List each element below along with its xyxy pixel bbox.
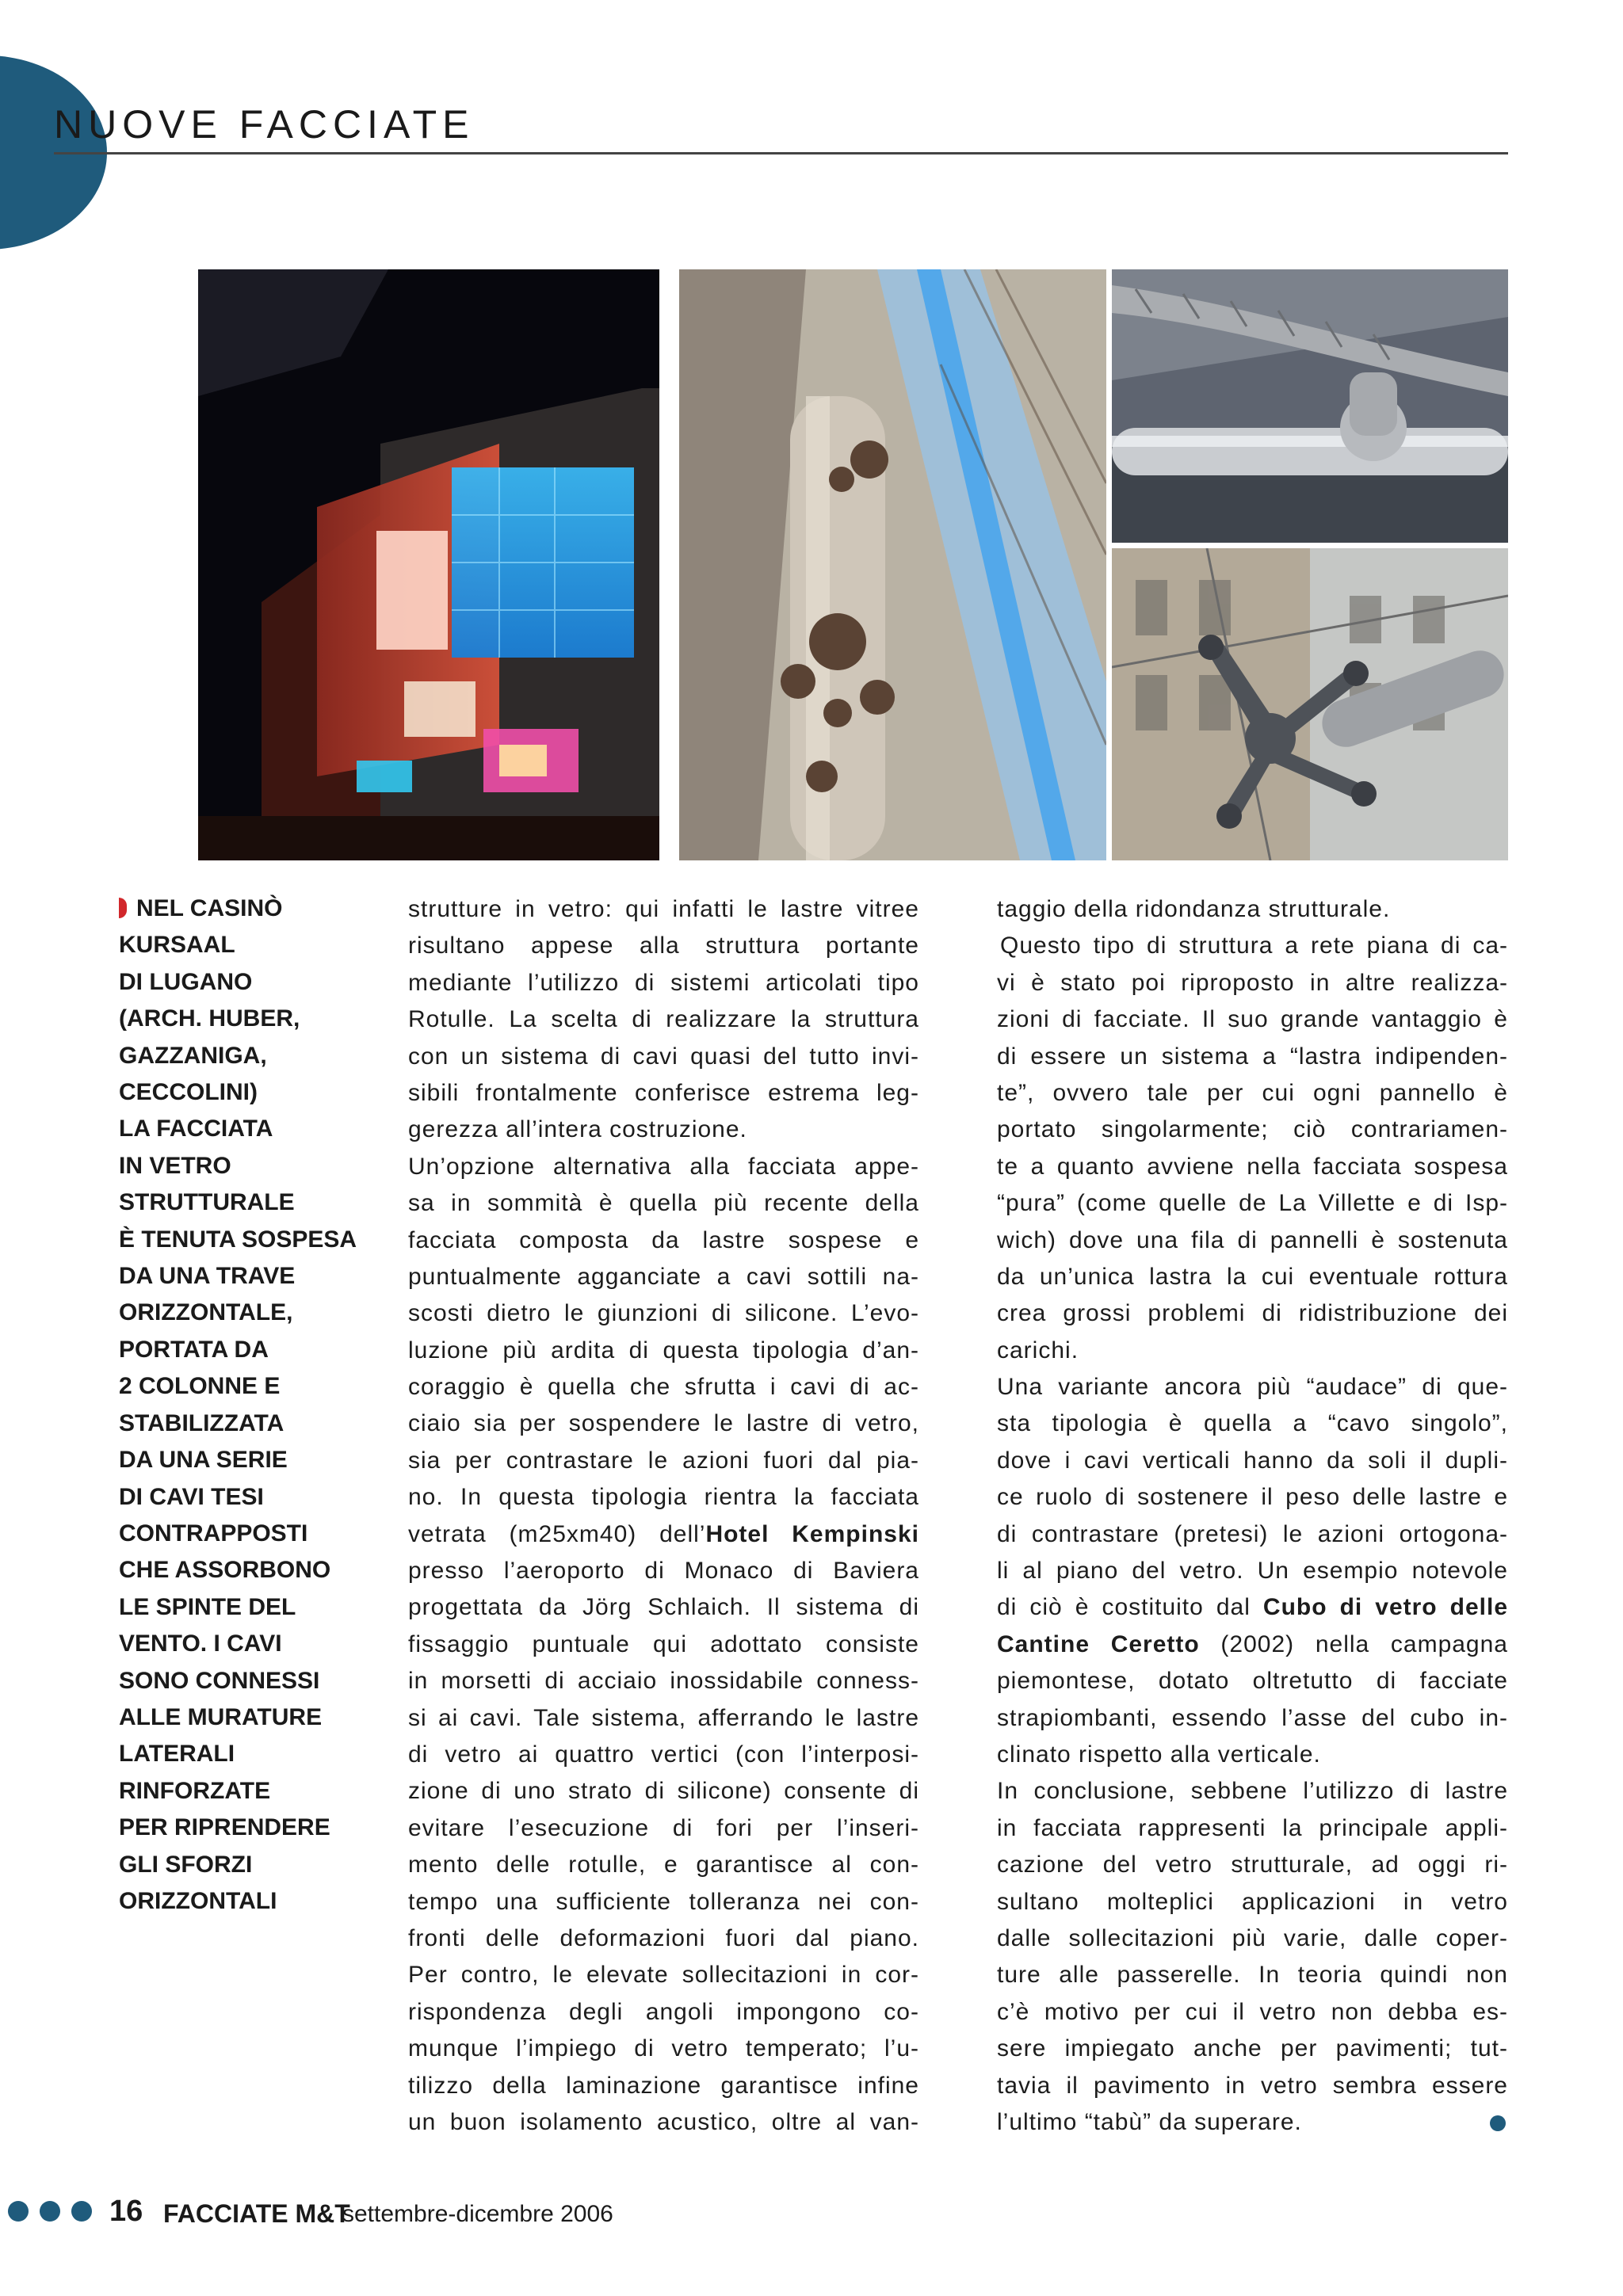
body-line: un buon isolamento acustico, oltre al van- <box>408 2108 919 2135</box>
body-line: ture alle passerelle. In teoria quindi non <box>997 1962 1508 1989</box>
caption-line: LA FACCIATA <box>119 1116 273 1142</box>
caption-line: LE SPINTE DEL <box>119 1593 296 1620</box>
photo-suspended-glass <box>679 269 1106 860</box>
photo-casino-kursaal <box>198 269 659 860</box>
caption-line: IN VETRO <box>119 1152 231 1179</box>
body-line: tempo una sufficiente tolleranza nei con- <box>408 1888 919 1915</box>
body-line: crea grossi problemi di ridistribuzione dei <box>997 1300 1508 1327</box>
body-line: sia per contrastare le azioni fuori dal pia- <box>408 1447 919 1474</box>
caption-line: DI CAVI TESI <box>119 1483 264 1510</box>
caption-line: NEL CASINÒ <box>119 891 380 927</box>
body-line: con un sistema di cavi quasi del tutto invi- <box>408 1043 919 1070</box>
caption-line: LATERALI <box>119 1741 235 1768</box>
body-line: ciaio sia per sospendere le lastre di vetro, <box>408 1410 919 1437</box>
body-line: tilizzo della laminazione garantisce infine <box>408 2072 919 2099</box>
body-line: di contrastare (pretesi) le azioni ortogona- <box>997 1520 1508 1547</box>
body-line: Cantine Ceretto (2002) nella campagna <box>997 1630 1508 1657</box>
caption-line: CHE ASSORBONO <box>119 1557 331 1584</box>
caption-line: CECCOLINI) <box>119 1079 258 1106</box>
cubo-di-vetro-name: Cubo di vetro delle <box>1262 1594 1509 1621</box>
caption-line: CONTRAPPOSTI <box>119 1520 308 1547</box>
body-line: coraggio è quella che sfrutta i cavi di ac- <box>408 1374 919 1401</box>
photo-spider-fitting <box>1112 548 1508 860</box>
photo-caption <box>119 891 380 1920</box>
body-line: “pura” (come quelle de La Villette e di Isp- <box>997 1190 1508 1217</box>
body-column-right <box>997 891 1508 2141</box>
caption-line: SONO CONNESSI <box>119 1667 320 1694</box>
body-line: mediante l’utilizzo di sistemi articolati tipo <box>408 969 919 996</box>
body-line: rispondenza degli angoli impongono co- <box>408 1998 919 2025</box>
article-end-dot-icon <box>1490 2115 1506 2131</box>
body-line: Un’opzione alternativa alla facciata appe- <box>408 1153 919 1180</box>
caption-line: PORTATA DA <box>119 1336 269 1363</box>
body-line: facciata composta da lastre sospese e <box>408 1226 919 1253</box>
caption-line: STABILIZZATA <box>119 1409 285 1436</box>
body-line: da un’unica lastra la cui eventuale rottura <box>997 1263 1508 1290</box>
body-line: strutture in vetro: qui infatti le lastre vitree <box>408 896 919 922</box>
body-line: evitare l’esecuzione di fori per l’inseri- <box>408 1814 919 1841</box>
body-line: vi è stato poi riproposto in altre realizza- <box>997 969 1508 996</box>
body-line: in facciata rappresenti la principale appli- <box>997 1814 1508 1841</box>
body-line: zione di uno strato di silicone) consente di <box>408 1778 919 1805</box>
body-line: risultano appese alla struttura portante <box>408 933 919 959</box>
body-line: taggio della ridondanza strutturale. <box>997 896 1391 922</box>
body-line: dove i cavi verticali hanno da soli il dupli- <box>997 1447 1508 1474</box>
caption-line: (ARCH. HUBER, <box>119 1005 300 1032</box>
body-line: sa in sommità è quella più recente della <box>408 1190 919 1217</box>
body-line: zioni di facciate. Il suo grande vantaggio è <box>997 1006 1508 1033</box>
body-line: scosti dietro le giunzioni di silicone. L’evo- <box>408 1300 919 1327</box>
body-line: progettata da Jörg Schlaich. Il sistema di <box>408 1594 919 1621</box>
body-line: munque l’impiego di vetro temperato; l’u- <box>408 2035 919 2062</box>
body-line: ce ruolo di sostenere il peso delle lastre e <box>997 1484 1508 1511</box>
body-line: te”, ovvero tale per cui ogni pannello è <box>997 1079 1508 1106</box>
caption-marker-icon <box>119 898 127 918</box>
body-line: puntualmente agganciate a cavi sottili na- <box>408 1263 919 1290</box>
caption-line: VENTO. I CAVI <box>119 1630 282 1657</box>
title-rule <box>54 152 1508 154</box>
body-line: luzione più ardita di questa tipologia d’an- <box>408 1337 919 1363</box>
body-line: c’è motivo per cui il vetro non debba es- <box>997 1998 1508 2025</box>
caption-line: DA UNA SERIE <box>119 1447 288 1474</box>
caption-line: DA UNA TRAVE <box>119 1263 296 1290</box>
body-line: mento delle rotulle, e garantisce al con- <box>408 1852 919 1878</box>
body-line: Una variante ancora più “audace” di que- <box>997 1374 1508 1401</box>
body-line: di essere un sistema a “lastra indipenden- <box>997 1043 1508 1070</box>
body-line: te a quanto avviene nella facciata sospesa <box>997 1153 1508 1180</box>
body-line: l’ultimo “tabù” da superare. <box>997 2108 1302 2135</box>
footer-dot-icon <box>71 2201 92 2222</box>
caption-line: GLI SFORZI <box>119 1851 253 1878</box>
body-column-middle <box>408 891 919 2141</box>
body-line: si ai cavi. Tale sistema, afferrando le lastre <box>408 1704 919 1731</box>
caption-line: DI LUGANO <box>119 968 253 995</box>
body-line: vetrata (m25xm40) dell’Hotel Kempinski <box>408 1520 919 1547</box>
body-line: Per contro, le elevate sollecitazioni in cor- <box>408 1962 919 1989</box>
hotel-kempinski-name: Hotel Kempinski <box>705 1520 919 1547</box>
page-number: 16 <box>109 2195 143 2228</box>
body-line: sultano molteplici applicazioni in vetro <box>997 1888 1508 1915</box>
body-line: piemontese, dotato oltretutto di facciate <box>997 1668 1508 1695</box>
footer-dot-icon <box>40 2201 60 2222</box>
body-line: wich) dove una fila di pannelli è sostenuta <box>997 1226 1508 1253</box>
body-line: gerezza all’intera costruzione. <box>408 1116 747 1143</box>
section-title: NUOVE FACCIATE <box>54 102 475 147</box>
body-line: li al piano del vetro. Un esempio notevole <box>997 1558 1508 1585</box>
footer-dot-icon <box>8 2201 29 2222</box>
caption-line: È TENUTA SOSPESA <box>119 1226 357 1253</box>
caption-line: ORIZZONTALE, <box>119 1299 293 1326</box>
caption-line: ALLE MURATURE <box>119 1703 323 1730</box>
caption-line: KURSAAL <box>119 932 235 959</box>
body-line: carichi. <box>997 1337 1079 1363</box>
body-line: Rotulle. La scelta di realizzare la struttura <box>408 1006 919 1033</box>
body-line: sibili frontalmente conferisce estrema leg- <box>408 1079 919 1106</box>
body-line: in morsetti di acciaio inossidabile conness- <box>408 1668 919 1695</box>
photo-cable-clamp <box>1112 269 1508 543</box>
body-line: In conclusione, sebbene l’utilizzo di lastre <box>997 1778 1508 1805</box>
body-line: strapiombanti, essendo l’asse del cubo in- <box>997 1704 1508 1731</box>
body-line: tavia il pavimento in vetro sembra essere <box>997 2072 1508 2099</box>
caption-line: GAZZANIGA, <box>119 1042 267 1069</box>
caption-line: RINFORZATE <box>119 1777 271 1804</box>
caption-line: STRUTTURALE <box>119 1189 295 1216</box>
body-line: presso l’aeroporto di Monaco di Baviera <box>408 1558 919 1585</box>
issue-date: settembre-dicembre 2006 <box>342 2201 613 2227</box>
body-line: no. In questa tipologia rientra la facciata <box>408 1484 919 1511</box>
body-line: fronti delle deformazioni fuori dal piano. <box>408 1924 919 1951</box>
body-line: sere impiegato anche per pavimenti; tut- <box>997 2035 1508 2062</box>
caption-line: PER RIPRENDERE <box>119 1814 330 1841</box>
body-line: di vetro ai quattro vertici (con l’interposi- <box>408 1741 919 1768</box>
body-line: di ciò è costituito dal Cubo di vetro delle <box>997 1594 1509 1621</box>
body-line: fissaggio puntuale qui adottato consiste <box>408 1630 919 1657</box>
caption-line: 2 COLONNE E <box>119 1373 281 1400</box>
cantine-ceretto-name: Cantine Ceretto <box>997 1630 1200 1657</box>
body-line: Questo tipo di struttura a rete piana di ca- <box>1000 933 1508 959</box>
body-line: cazione del vetro strutturale, ad oggi ri- <box>997 1852 1508 1878</box>
publication-name: FACCIATE M&T <box>163 2199 350 2228</box>
body-line: clinato rispetto alla verticale. <box>997 1741 1321 1768</box>
caption-line: ORIZZONTALI <box>119 1887 277 1914</box>
body-line: sta tipologia è quella a “cavo singolo”, <box>997 1410 1508 1437</box>
body-line: portato singolarmente; ciò contrariamen- <box>997 1116 1508 1143</box>
body-line: dalle sollecitazioni più varie, dalle coper- <box>997 1924 1508 1951</box>
